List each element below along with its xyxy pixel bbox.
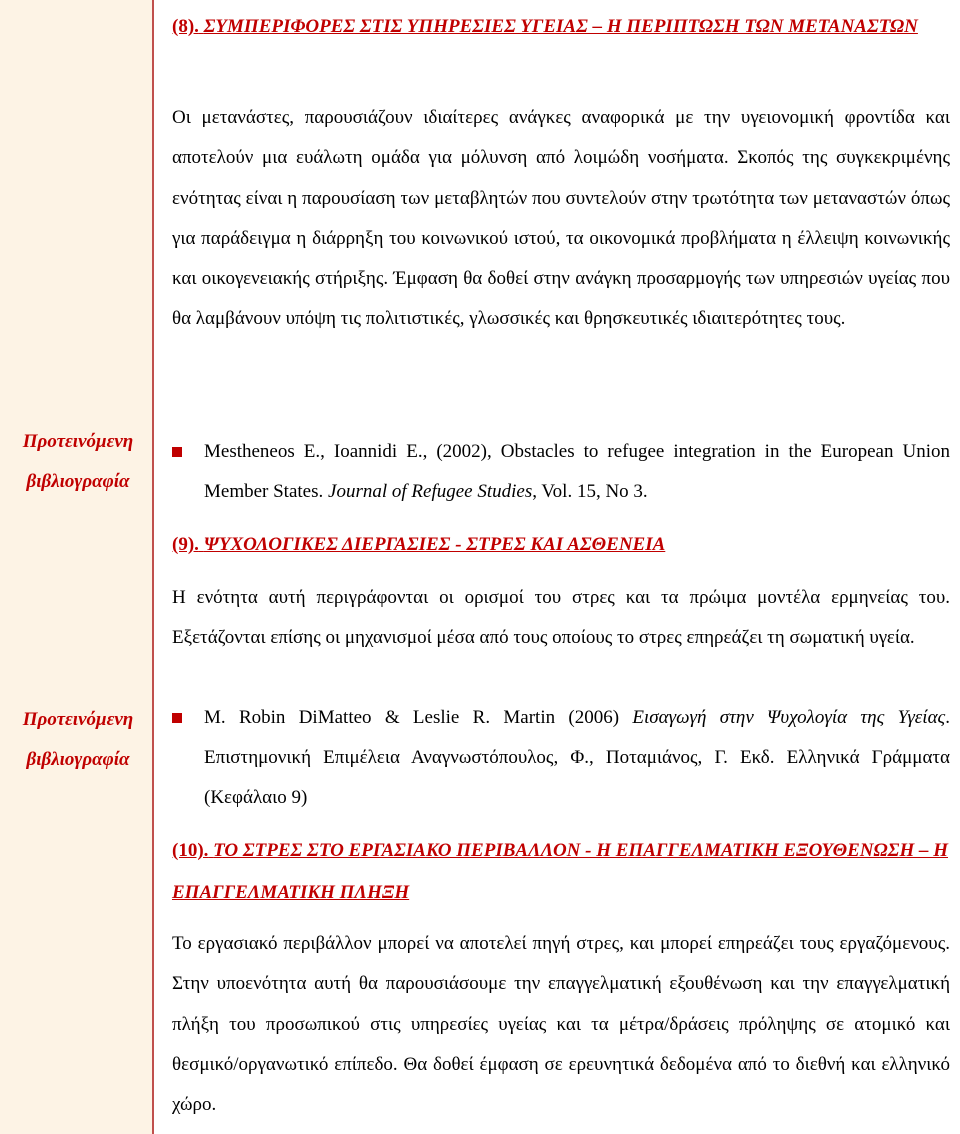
section-title: ΨΥΧΟΛΟΓΙΚΕΣ ΔΙΕΡΓΑΣΙΕΣ - ΣΤΡΕΣ ΚΑΙ ΑΣΘΕΝΕΙΑ xyxy=(203,534,666,555)
section-heading xyxy=(172,830,950,914)
section-number: (8). xyxy=(172,16,199,37)
sidebar xyxy=(0,0,154,1134)
reference-details: , Vol. 15, No 3. xyxy=(532,481,648,502)
sidebar-label-line2: βιβλιογραφία xyxy=(26,749,130,770)
sidebar-label-line2: βιβλιογραφία xyxy=(26,471,130,492)
section-body: Η ενότητα αυτή περιγράφονται οι ορισμοί του στρες και τα πρώιμα μοντέλα ερμηνείας του. Εξετάζονται επίσης οι μηχανισμοί μέσα από τους οποίους το στρες επηρεάζει τη σωματική υγεία. xyxy=(172,587,950,649)
reference-book-title: Εισαγωγή στην Ψυχολογία της Υγείας xyxy=(632,707,946,728)
section-body: Το εργασιακό περιβάλλον μπορεί να αποτελεί πηγή στρες, και μπορεί επηρεάζει τους εργαζόμενους. Στην υποενότητα αυτή θα παρουσιάσουμε την επαγγελματική εξουθένωση και την επαγγελματική πλήξη του προσωπικού στις υπηρεσίες υγείας και τα μέτρα/δράσεις πρόληψης σε ατομικό και θεσμικό/οργανωτικό επίπεδο. Θα δοθεί έμφαση σε ερευνητικά δεδομένα από το διεθνή και ελληνικό χώρο. xyxy=(172,933,950,1116)
section-title: ΤΟ ΣΤΡΕΣ ΣΤΟ ΕΡΓΑΣΙΑΚΟ ΠΕΡΙΒΑΛΛΟΝ - Η ΕΠΑΓΓΕΛΜΑΤΙΚΗ ΕΞΟΥΘΕΝΩΣΗ – Η ΕΠΑΓΓΕΛΜΑΤΙΚΗ ΠΛΗΞΗ xyxy=(172,840,948,903)
section-heading xyxy=(172,6,950,48)
sidebar-label-line1: Προτεινόμενη xyxy=(22,709,134,730)
section-heading xyxy=(172,524,950,566)
section-number: (10). xyxy=(172,840,209,861)
reference-text xyxy=(204,432,950,512)
section-body: Οι μετανάστες, παρουσιάζουν ιδιαίτερες ανάγκες αναφορικά με την υγειονομική φροντίδα και αποτελούν μια ευάλωτη ομάδα για μόλυνση από λοιμώδη νοσήματα. Σκοπός της συγκεκριμένης ενότητας είναι η παρουσίαση των μεταβλητών που συντελούν στην τρωτότητα των μεταναστών όπως για παράδειγμα η διάρρηξη του κοινωνικού ιστού, τα οικονομικά προβλήματα η έλλειψη κοινωνικής και οικογενειακής στήριξης. Έμφαση θα δοθεί στην ανάγκη προσαρμογής των υπηρεσιών υγείας που θα λαμβάνουν υπόψη τις πολιτιστικές, γλωσσικές και θρησκευτικές ιδιαιτερότητες τους. xyxy=(172,107,950,330)
sidebar-label-suggested-bibliography xyxy=(4,422,152,502)
reference-journal: Journal of Refugee Studies xyxy=(328,481,533,502)
section-number: (9). xyxy=(172,534,199,555)
section-title: ΣΥΜΠΕΡΙΦΟΡΕΣ ΣΤΙΣ ΥΠΗΡΕΣΙΕΣ ΥΓΕΙΑΣ – Η ΠΕΡΙΠΤΩΣΗ ΤΩΝ ΜΕΤΑΝΑΣΤΩΝ xyxy=(203,16,918,37)
sidebar-label-line1: Προτεινόμενη xyxy=(22,431,134,452)
reference-authors: M. Robin DiMatteo & Leslie R. Martin (2006) xyxy=(204,707,633,728)
bullet-square-icon xyxy=(172,713,182,723)
reference-authors: Mestheneos E., Ioannidi E., (2002), Obstacles to refugee integration in the European Union Member States. xyxy=(204,441,950,502)
sidebar-label-suggested-bibliography xyxy=(4,700,152,780)
reference-details: . Επιστημονική Επιμέλεια Αναγνωστόπουλος, Φ., Ποταμιάνος, Γ. Εκδ. Ελληνικά Γράμματα (Κεφάλαιο 9) xyxy=(204,707,950,808)
reference-text xyxy=(204,698,950,818)
bullet-square-icon xyxy=(172,447,182,457)
